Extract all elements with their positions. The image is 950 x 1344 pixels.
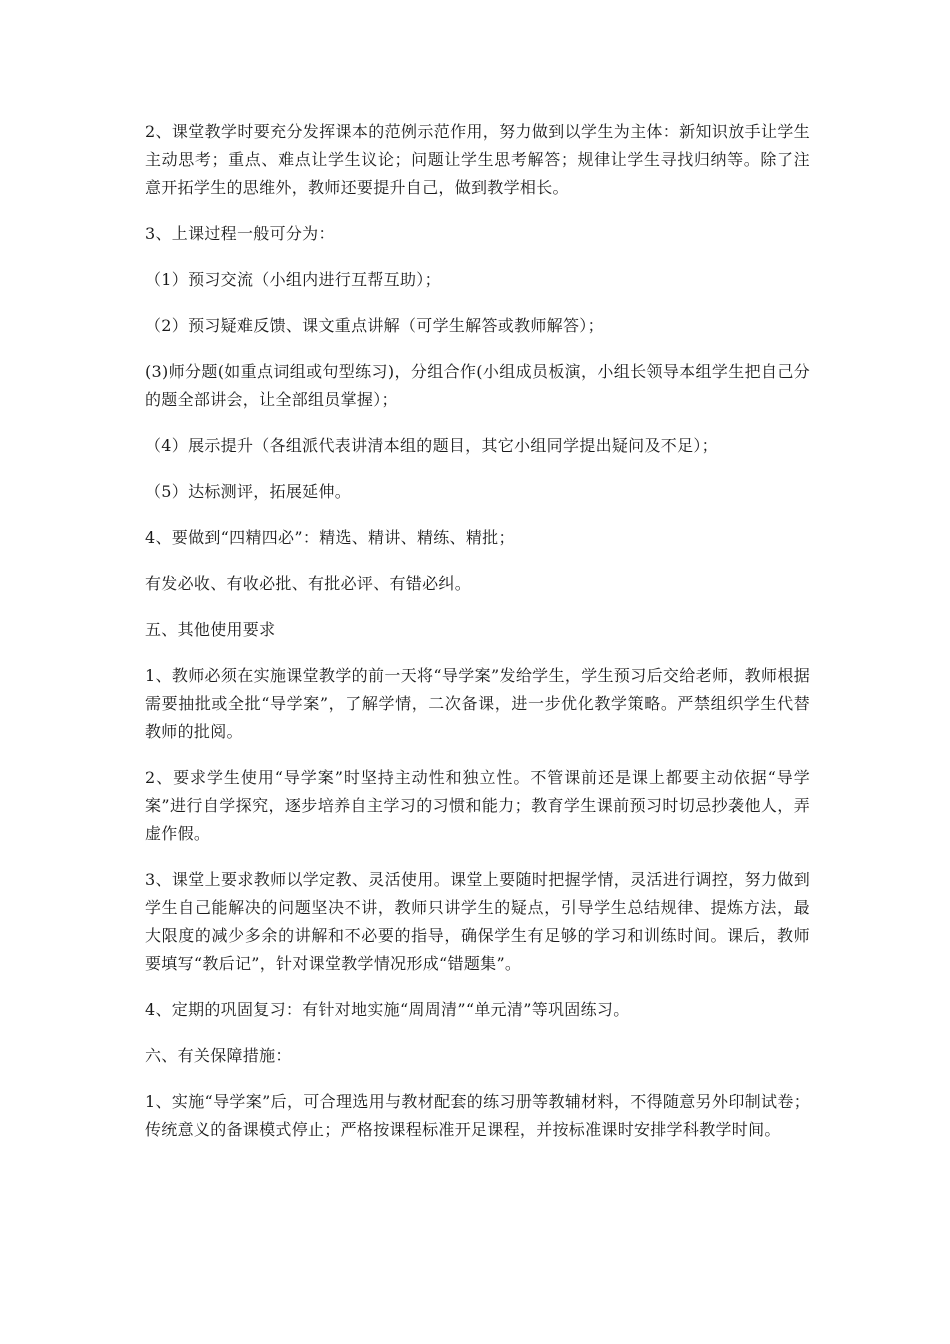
paragraph-requirement-1: 1、教师必须在实施课堂教学的前一天将“导学案”发给学生，学生预习后交给老师，教师根据需要抽批或全批“导学案”，了解学情，二次备课，进一步优化教学策略。严禁组织学生代替教师的批阅。	[145, 666, 810, 741]
document-body	[145, 118, 810, 1162]
paragraph-lesson-process: 3、上课过程一般可分为：	[145, 224, 335, 243]
paragraph-four-musts: 4、要做到“四精四必”：精选、精讲、精练、精批；	[145, 528, 515, 547]
section-heading-other-requirements: 五、其他使用要求	[145, 620, 276, 639]
paragraph-four-musts-detail: 有发必收、有收必批、有批必评、有错必纠。	[145, 574, 472, 593]
paragraph-safeguard-1: 1、实施“导学案”后，可合理选用与教材配套的练习册等教辅材料，不得随意另外印制试卷；传统意义的备课模式停止；严格按课程标准开足课程，并按标准课时安排学科教学时间。	[145, 1092, 810, 1139]
section-heading-safeguards: 六、有关保障措施：	[145, 1046, 292, 1065]
paragraph-requirement-2: 2、要求学生使用“导学案”时坚持主动性和独立性。不管课前还是课上都要主动依据“导学案”进行自学探究，逐步培养自主学习的习惯和能力；教育学生课前预习时切忌抄袭他人，弄虚作假。	[145, 768, 810, 843]
paragraph-step-1: （1）预习交流（小组内进行互帮互助）；	[145, 270, 441, 289]
paragraph-requirement-3: 3、课堂上要求教师以学定教、灵活使用。课堂上要随时把握学情，灵活进行调控，努力做到学生自己能解决的问题坚决不讲，教师只讲学生的疑点，引导学生总结规律、提炼方法，最大限度的减少多余的讲解和不必要的指导，确保学生有足够的学习和训练时间。课后，教师要填写“教后记”，针对课堂教学情况形成“错题集”。	[145, 870, 810, 973]
paragraph-step-4: （4）展示提升（各组派代表讲清本组的题目，其它小组同学提出疑问及不足）；	[145, 436, 718, 455]
paragraph-step-2: （2）预习疑难反馈、课文重点讲解（可学生解答或教师解答）；	[145, 316, 604, 335]
paragraph-step-3: (3)师分题(如重点词组或句型练习)，分组合作(小组成员板演，小组长领导本组学生把自己分的题全部讲会，让全部组员掌握）；	[145, 362, 810, 409]
paragraph-classroom-teaching: 2、课堂教学时要充分发挥课本的范例示范作用，努力做到以学生为主体：新知识放手让学生主动思考；重点、难点让学生议论；问题让学生思考解答；规律让学生寻找归纳等。除了注意开拓学生的思维外，教师还要提升自己，做到教学相长。	[145, 122, 810, 197]
paragraph-requirement-4: 4、定期的巩固复习：有针对地实施“周周清”“单元清”等巩固练习。	[145, 1000, 630, 1019]
paragraph-step-5: （5）达标测评，拓展延伸。	[145, 482, 352, 501]
